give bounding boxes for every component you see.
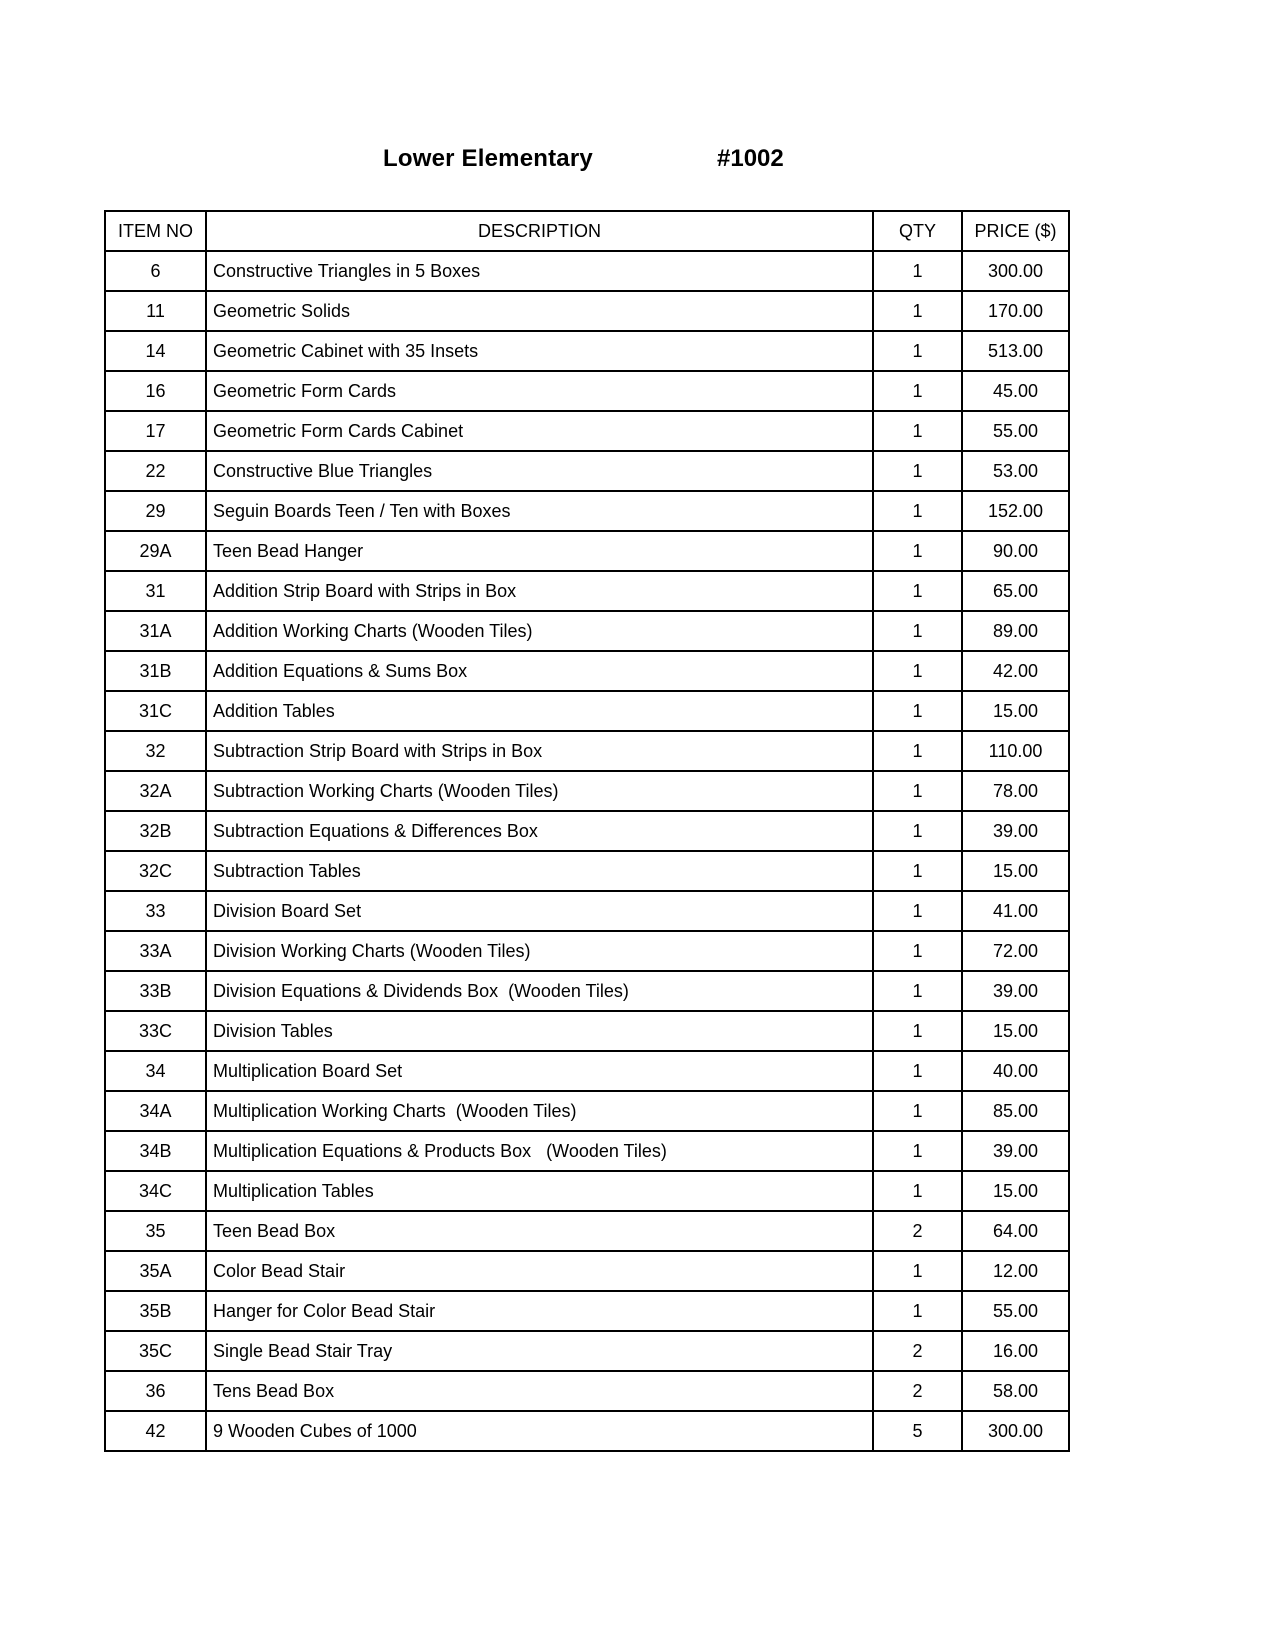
description-cell: Multiplication Equations & Products Box (Wooden Tiles) — [206, 1131, 873, 1171]
description-cell: Constructive Blue Triangles — [206, 451, 873, 491]
table-row — [105, 931, 1069, 971]
price-cell: 64.00 — [962, 1211, 1069, 1251]
price-cell: 300.00 — [962, 251, 1069, 291]
item-no-cell: 35C — [105, 1331, 206, 1371]
qty-cell: 1 — [873, 1091, 962, 1131]
table-row — [105, 1291, 1069, 1331]
qty-cell: 1 — [873, 491, 962, 531]
description-cell: Addition Equations & Sums Box — [206, 651, 873, 691]
table-row — [105, 571, 1069, 611]
qty-cell: 1 — [873, 691, 962, 731]
qty-cell: 1 — [873, 1011, 962, 1051]
catalog-number: #1002 — [717, 145, 784, 172]
item-no-cell: 33 — [105, 891, 206, 931]
item-no-cell: 34 — [105, 1051, 206, 1091]
description-cell: Division Board Set — [206, 891, 873, 931]
item-no-cell: 34A — [105, 1091, 206, 1131]
price-cell: 53.00 — [962, 451, 1069, 491]
table-row — [105, 531, 1069, 571]
qty-cell: 1 — [873, 571, 962, 611]
description-cell: Addition Strip Board with Strips in Box — [206, 571, 873, 611]
description-cell: Subtraction Working Charts (Wooden Tiles) — [206, 771, 873, 811]
price-cell: 55.00 — [962, 1291, 1069, 1331]
qty-cell: 1 — [873, 1291, 962, 1331]
description-cell: Subtraction Strip Board with Strips in Box — [206, 731, 873, 771]
item-no-cell: 16 — [105, 371, 206, 411]
table-row — [105, 731, 1069, 771]
item-no-cell: 33B — [105, 971, 206, 1011]
description-cell: Division Working Charts (Wooden Tiles) — [206, 931, 873, 971]
qty-cell: 1 — [873, 731, 962, 771]
table-row — [105, 651, 1069, 691]
qty-cell: 1 — [873, 611, 962, 651]
price-cell: 90.00 — [962, 531, 1069, 571]
qty-cell: 2 — [873, 1371, 962, 1411]
item-no-cell: 34C — [105, 1171, 206, 1211]
qty-cell: 1 — [873, 851, 962, 891]
qty-cell: 1 — [873, 1251, 962, 1291]
item-no-cell: 31 — [105, 571, 206, 611]
table-row — [105, 451, 1069, 491]
price-cell: 78.00 — [962, 771, 1069, 811]
description-cell: Subtraction Tables — [206, 851, 873, 891]
description-cell: Geometric Form Cards — [206, 371, 873, 411]
qty-cell: 1 — [873, 811, 962, 851]
table-row — [105, 491, 1069, 531]
qty-cell: 1 — [873, 931, 962, 971]
item-no-cell: 32A — [105, 771, 206, 811]
qty-cell: 1 — [873, 1171, 962, 1211]
item-no-cell: 36 — [105, 1371, 206, 1411]
description-cell: Color Bead Stair — [206, 1251, 873, 1291]
qty-cell: 1 — [873, 291, 962, 331]
price-cell: 16.00 — [962, 1331, 1069, 1371]
table-body — [105, 251, 1069, 1451]
description-cell: Single Bead Stair Tray — [206, 1331, 873, 1371]
qty-cell: 1 — [873, 411, 962, 451]
qty-cell: 1 — [873, 771, 962, 811]
price-cell: 45.00 — [962, 371, 1069, 411]
table-row — [105, 1331, 1069, 1371]
price-cell: 40.00 — [962, 1051, 1069, 1091]
table-header-row — [105, 211, 1069, 251]
table-row — [105, 971, 1069, 1011]
item-no-cell: 31B — [105, 651, 206, 691]
price-cell: 15.00 — [962, 1011, 1069, 1051]
table-row — [105, 771, 1069, 811]
description-cell: Division Tables — [206, 1011, 873, 1051]
price-cell: 55.00 — [962, 411, 1069, 451]
price-cell: 170.00 — [962, 291, 1069, 331]
table-row — [105, 811, 1069, 851]
table-row — [105, 1371, 1069, 1411]
table-row — [105, 611, 1069, 651]
description-cell: Subtraction Equations & Differences Box — [206, 811, 873, 851]
table-row — [105, 1211, 1069, 1251]
description-cell: Geometric Cabinet with 35 Insets — [206, 331, 873, 371]
qty-cell: 1 — [873, 251, 962, 291]
description-cell: Teen Bead Box — [206, 1211, 873, 1251]
price-cell: 42.00 — [962, 651, 1069, 691]
item-no-cell: 33C — [105, 1011, 206, 1051]
table-row — [105, 1091, 1069, 1131]
table-row — [105, 371, 1069, 411]
item-no-cell: 6 — [105, 251, 206, 291]
description-cell: Seguin Boards Teen / Ten with Boxes — [206, 491, 873, 531]
table-row — [105, 411, 1069, 451]
item-no-cell: 22 — [105, 451, 206, 491]
qty-cell: 1 — [873, 331, 962, 371]
price-cell: 65.00 — [962, 571, 1069, 611]
table-row — [105, 1131, 1069, 1171]
table-row — [105, 1411, 1069, 1451]
qty-cell: 1 — [873, 1051, 962, 1091]
column-header-price: PRICE ($) — [962, 211, 1069, 251]
qty-cell: 1 — [873, 1131, 962, 1171]
qty-cell: 1 — [873, 891, 962, 931]
description-cell: Geometric Solids — [206, 291, 873, 331]
price-cell: 12.00 — [962, 1251, 1069, 1291]
description-cell: 9 Wooden Cubes of 1000 — [206, 1411, 873, 1451]
description-cell: Multiplication Working Charts (Wooden Tiles) — [206, 1091, 873, 1131]
item-no-cell: 35 — [105, 1211, 206, 1251]
item-no-cell: 35A — [105, 1251, 206, 1291]
table-row — [105, 1051, 1069, 1091]
price-cell: 152.00 — [962, 491, 1069, 531]
item-no-cell: 17 — [105, 411, 206, 451]
item-no-cell: 33A — [105, 931, 206, 971]
price-cell: 15.00 — [962, 691, 1069, 731]
price-cell: 39.00 — [962, 1131, 1069, 1171]
description-cell: Hanger for Color Bead Stair — [206, 1291, 873, 1331]
price-cell: 39.00 — [962, 971, 1069, 1011]
column-header-description: DESCRIPTION — [206, 211, 873, 251]
item-no-cell: 31A — [105, 611, 206, 651]
description-cell: Multiplication Board Set — [206, 1051, 873, 1091]
page-title: Lower Elementary — [383, 145, 593, 172]
description-cell: Addition Tables — [206, 691, 873, 731]
table-row — [105, 291, 1069, 331]
item-no-cell: 14 — [105, 331, 206, 371]
column-header-item-no: ITEM NO — [105, 211, 206, 251]
price-cell: 110.00 — [962, 731, 1069, 771]
table-row — [105, 251, 1069, 291]
description-cell: Tens Bead Box — [206, 1371, 873, 1411]
item-no-cell: 11 — [105, 291, 206, 331]
table-row — [105, 691, 1069, 731]
description-cell: Constructive Triangles in 5 Boxes — [206, 251, 873, 291]
table-row — [105, 1011, 1069, 1051]
description-cell: Geometric Form Cards Cabinet — [206, 411, 873, 451]
price-cell: 513.00 — [962, 331, 1069, 371]
column-header-qty: QTY — [873, 211, 962, 251]
qty-cell: 1 — [873, 971, 962, 1011]
qty-cell: 1 — [873, 651, 962, 691]
table-row — [105, 331, 1069, 371]
price-cell: 15.00 — [962, 851, 1069, 891]
qty-cell: 1 — [873, 531, 962, 571]
description-cell: Multiplication Tables — [206, 1171, 873, 1211]
qty-cell: 2 — [873, 1331, 962, 1371]
item-no-cell: 34B — [105, 1131, 206, 1171]
item-no-cell: 42 — [105, 1411, 206, 1451]
price-cell: 300.00 — [962, 1411, 1069, 1451]
item-no-cell: 29 — [105, 491, 206, 531]
table-row — [105, 1171, 1069, 1211]
qty-cell: 2 — [873, 1211, 962, 1251]
description-cell: Teen Bead Hanger — [206, 531, 873, 571]
item-no-cell: 35B — [105, 1291, 206, 1331]
table-row — [105, 1251, 1069, 1291]
price-cell: 89.00 — [962, 611, 1069, 651]
item-no-cell: 32B — [105, 811, 206, 851]
price-cell: 72.00 — [962, 931, 1069, 971]
item-no-cell: 31C — [105, 691, 206, 731]
qty-cell: 1 — [873, 451, 962, 491]
qty-cell: 5 — [873, 1411, 962, 1451]
price-cell: 39.00 — [962, 811, 1069, 851]
item-no-cell: 32 — [105, 731, 206, 771]
price-cell: 58.00 — [962, 1371, 1069, 1411]
qty-cell: 1 — [873, 371, 962, 411]
table-row — [105, 891, 1069, 931]
description-cell: Addition Working Charts (Wooden Tiles) — [206, 611, 873, 651]
items-table — [104, 210, 1070, 1452]
description-cell: Division Equations & Dividends Box (Wooden Tiles) — [206, 971, 873, 1011]
item-no-cell: 29A — [105, 531, 206, 571]
item-no-cell: 32C — [105, 851, 206, 891]
price-cell: 41.00 — [962, 891, 1069, 931]
price-cell: 15.00 — [962, 1171, 1069, 1211]
price-cell: 85.00 — [962, 1091, 1069, 1131]
table-row — [105, 851, 1069, 891]
